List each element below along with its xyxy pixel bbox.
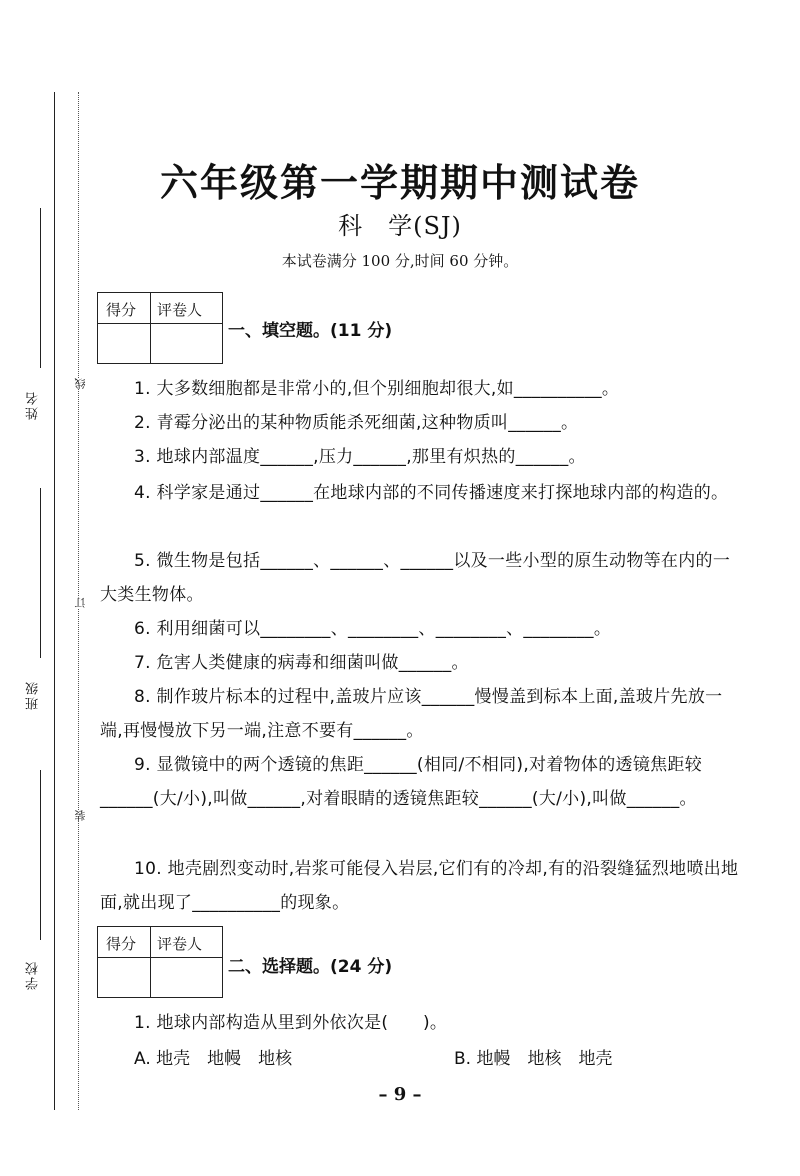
question-4: 4. 科学家是通过______在地球内部的不同传播速度来打探地球内部的构造的。: [134, 483, 729, 503]
exam-note: 本试卷满分 100 分,时间 60 分钟。: [281, 252, 519, 270]
question-7: 7. 危害人类健康的病毒和细菌叫做______。: [134, 653, 469, 673]
score-table-divider: [150, 293, 151, 363]
choice-question-1: 1. 地球内部构造从里到外依次是( )。: [134, 1013, 448, 1033]
school-label: 学校: [26, 960, 41, 990]
question-10: 10. 地壳剧烈变动时,岩浆可能侵入岩层,它们有的冷却,有的沿裂缝猛烈地喷出地面,就出现了__________的现象。: [100, 859, 739, 913]
question-5: 5. 微生物是包括______、______、______以及一些小型的原生动物等在内的一大类生物体。: [100, 551, 731, 605]
class-label: 班级: [26, 680, 41, 710]
school-blank: [40, 770, 41, 940]
score-label: 得分: [106, 301, 137, 319]
margin-border-line: [54, 92, 55, 1110]
score-table-section2: [97, 926, 223, 998]
question-1: 1. 大多数细胞都是非常小的,但个别细胞却很大,如__________。: [134, 379, 620, 399]
question-2: 2. 青霉分泌出的某种物质能杀死细菌,这种物质叫______。: [134, 413, 579, 433]
name-label: 姓名: [26, 390, 41, 420]
score-label: 得分: [106, 935, 137, 953]
grader-label: 评卷人: [157, 301, 203, 319]
question-6: 6. 利用细菌可以________、________、________、________。: [134, 619, 612, 639]
score-table-section1: [97, 292, 223, 364]
section2-heading: 二、选择题。(24 分): [228, 957, 393, 977]
option-a: A. 地壳 地幔 地核: [134, 1049, 293, 1069]
cut-mark-line: 线: [74, 378, 87, 389]
exam-title: 六年级第一学期期中测试卷: [159, 161, 640, 205]
cut-mark-order: 订: [74, 597, 87, 608]
grader-label: 评卷人: [157, 935, 203, 953]
cut-mark-bind: 装: [74, 810, 87, 821]
score-table-divider: [150, 927, 151, 997]
question-3: 3. 地球内部温度______,压力______,那里有炽热的______。: [134, 447, 586, 467]
option-b: B. 地幔 地核 地壳: [454, 1049, 613, 1069]
section1-heading: 一、填空题。(11 分): [228, 321, 393, 341]
question-8: 8. 制作玻片标本的过程中,盖玻片应该______慢慢盖到标本上面,盖玻片先放一端,再慢慢放下另一端,注意不要有______。: [100, 687, 723, 741]
class-blank: [40, 488, 41, 658]
page-number: – 9 –: [378, 1084, 422, 1105]
exam-subject: 科 学(SJ): [338, 212, 462, 240]
question-9: 9. 显微镜中的两个透镜的焦距______(相同/不相同),对着物体的透镜焦距较______(大/小),叫做______,对着眼睛的透镜焦距较______(大/小),叫做______。: [100, 755, 703, 809]
